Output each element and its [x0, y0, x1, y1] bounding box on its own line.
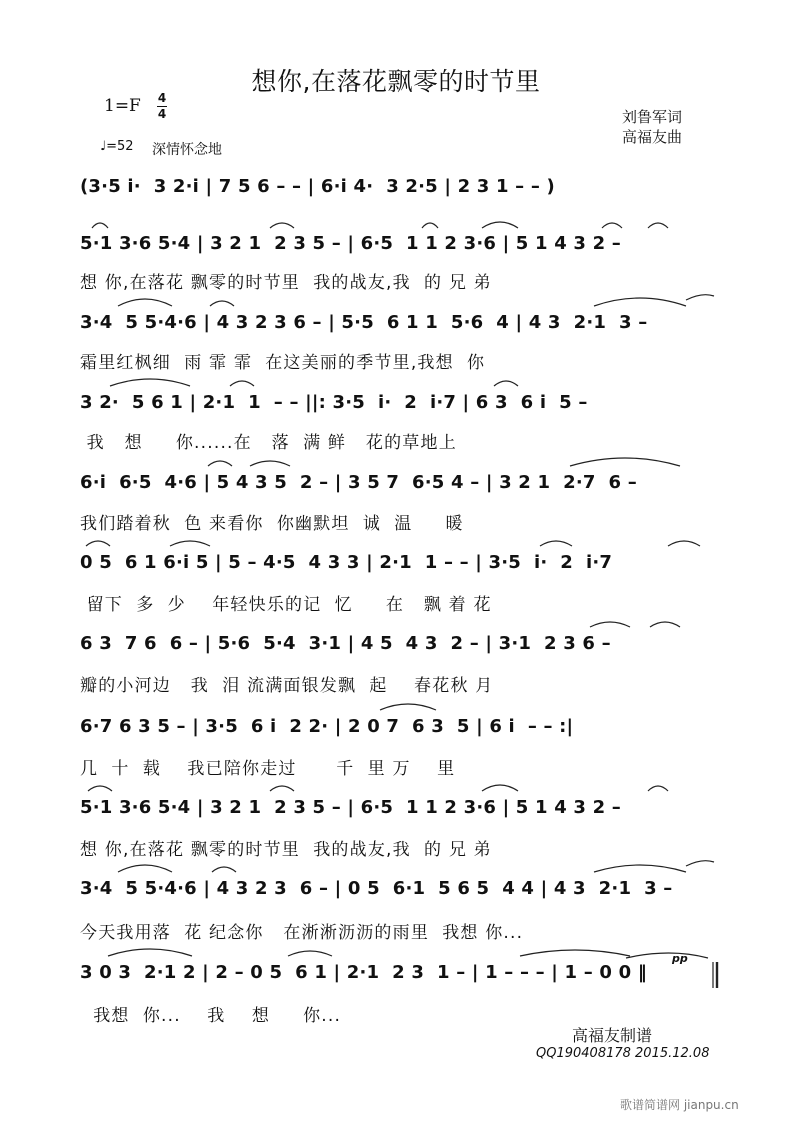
notation-line: (3·5 i· 3 2·i | 7 5 6 – – | 6·i 4· 3 2·5 | 2 3 1 – – ) [80, 176, 555, 197]
slur-arc [602, 223, 622, 228]
site-watermark: 歌谱简谱网 jianpu.cn [620, 1098, 739, 1112]
score-title: 想你,在落花飘零的时节里 [251, 67, 541, 96]
slur-arc [230, 381, 254, 386]
key-signature: 1=F [104, 96, 141, 116]
slur-arc [118, 865, 172, 872]
slur-arc [482, 785, 518, 791]
lyric-line: 瓣的小河边 我 泪 流满面银发飘 起 春花秋 月 [80, 676, 494, 696]
slur-arc [110, 379, 190, 386]
notation-line: 3·4 5 5·4·6 | 4 3 2 3 6 – | 5·5 6 1 1 5·6 4 | 4 3 2·1 3 – [80, 312, 648, 333]
notation-line: 3 2· 5 6 1 | 2·1 1 – – ||: 3·5 i· 2 i·7 | 6 3 6 i 5 – [80, 392, 588, 413]
slur-arc [626, 953, 708, 958]
slur-arc [270, 223, 294, 228]
slur-arc [88, 786, 112, 791]
lyric-line: 我 想 你......在 落 满 鲜 花的草地上 [80, 433, 457, 453]
slur-arc [570, 458, 680, 466]
lyricist-credit: 刘鲁军词 [622, 108, 683, 126]
slur-arc [250, 461, 290, 466]
slur-arc [108, 949, 192, 956]
slur-arc [650, 622, 680, 627]
slur-arc [686, 861, 714, 866]
lyric-line: 今天我用落 花 纪念你 在淅淅沥沥的雨里 我想 你... [80, 923, 524, 943]
notation-line: 3 0 3 2·1 2 | 2 – 0 5 6 1 | 2·1 2 3 1 – | 1 – – – | 1 – 0 0 ‖ [80, 962, 647, 983]
notation-line: 6 3 7 6 6 – | 5·6 5·4 3·1 | 4 5 4 3 2 – | 3·1 2 3 6 – [80, 633, 611, 654]
slur-arc [590, 622, 630, 627]
slur-arc [668, 541, 700, 546]
composer-credit: 高福友曲 [622, 128, 683, 146]
slur-arc [494, 381, 518, 386]
slur-arc [212, 867, 236, 872]
lyric-line: 想 你,在落花 飘零的时节里 我的战友,我 的 兄 弟 [80, 273, 492, 293]
notation-line: 6·i 6·5 4·6 | 5 4 3 5 2 – | 3 5 7 6·5 4 – | 3 2 1 2·7 6 – [80, 472, 637, 493]
tempo-marking: ♩=52 [100, 139, 134, 154]
expression-marking: 深情怀念地 [152, 142, 222, 158]
notation-line: 3·4 5 5·4·6 | 4 3 2 3 6 – | 0 5 6·1 5 6 5 4 4 | 4 3 2·1 3 – [80, 878, 673, 899]
slur-arc [648, 786, 668, 791]
slur-arc [594, 298, 686, 306]
lyric-line: 几 十 载 我已陪你走过 千 里 万 里 [80, 759, 456, 779]
time-signature-top: 4 [157, 91, 167, 105]
lyric-line: 想 你,在落花 飘零的时节里 我的战友,我 的 兄 弟 [80, 840, 492, 860]
notation-line: 0 5 6 1 6·i 5 | 5 – 4·5 4 3 3 | 2·1 1 – – | 3·5 i· 2 i·7 [80, 552, 613, 573]
arranger-credit: 高福友制谱 [572, 1026, 653, 1045]
lyric-line: 我想 你... 我 想 你... [80, 1006, 342, 1026]
slur-arc [422, 223, 438, 228]
slur-arc [380, 704, 436, 710]
notation-line: 6·7 6 3 5 – | 3·5 6 i 2 2· | 2 0 7 6 3 5 | 6 i – – :| [80, 716, 574, 737]
contact-date: QQ190408178 2015.12.08 [536, 1046, 710, 1061]
slur-arc [648, 223, 668, 228]
dynamic-marking: pp [672, 952, 688, 965]
slur-arc [520, 950, 630, 956]
slur-arc [208, 461, 232, 466]
slur-arc [686, 295, 714, 300]
slur-arc [92, 223, 108, 228]
notation-line: 5·1 3·6 5·4 | 3 2 1 2 3 5 – | 6·5 1 1 2 3·6 | 5 1 4 3 2 – [80, 233, 621, 254]
time-signature-bottom: 4 [157, 107, 167, 121]
slur-arc [270, 786, 294, 791]
lyric-line: 留下 多 少 年轻快乐的记 忆 在 飘 着 花 [80, 595, 492, 615]
slur-arc [540, 541, 572, 546]
lyric-line: 我们踏着秋 色 来看你 你幽默坦 诚 温 暖 [80, 514, 464, 534]
lyric-line: 霜里红枫细 雨 霏 霏 在这美丽的季节里,我想 你 [80, 353, 486, 373]
slur-arc [118, 299, 172, 306]
slur-arc [594, 865, 686, 872]
time-signature [157, 92, 167, 121]
notation-line: 5·1 3·6 5·4 | 3 2 1 2 3 5 – | 6·5 1 1 2 3·6 | 5 1 4 3 2 – [80, 797, 621, 818]
slur-arc [86, 541, 110, 546]
slur-arc [288, 951, 332, 956]
slur-arc [210, 301, 234, 306]
slur-arc [482, 222, 518, 228]
slur-arc [170, 541, 210, 546]
